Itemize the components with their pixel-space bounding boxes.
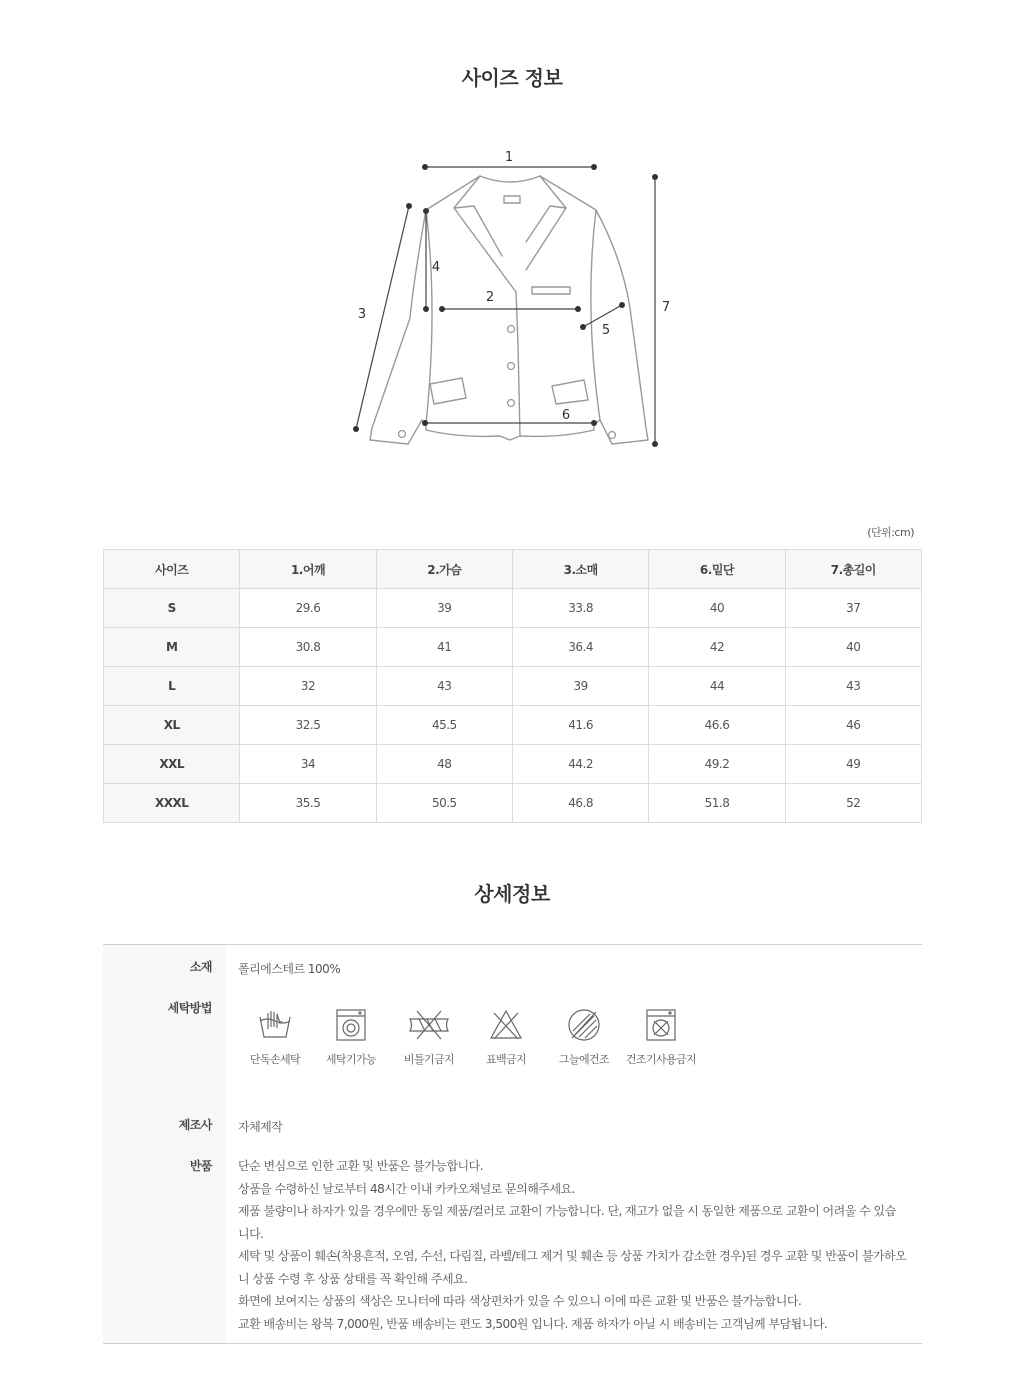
return-line: 니다.	[238, 1226, 264, 1241]
size-table-header-row	[104, 550, 922, 589]
measure-label-7: 7	[661, 300, 671, 315]
size-table	[103, 549, 922, 823]
table-row	[104, 667, 922, 706]
table-cell: 46.8	[512, 784, 648, 823]
table-row	[104, 706, 922, 745]
table-cell: 44	[649, 667, 785, 706]
measure-label-5: 5	[601, 323, 611, 338]
care-item-shade-dry	[545, 1005, 623, 1067]
jacket-outline	[370, 176, 648, 444]
return-line: 단순 변심으로 인한 교환 및 반품은 불가능합니다.	[238, 1159, 484, 1173]
return-line: 제품 불량이나 하자가 있을 경우에만 동일 제품/컬러로 교환이 가능합니다. 단, 재고가 없을 시 동일한 제품으로 교환이 어려울 수 있습	[238, 1204, 896, 1218]
measure-label-3: 3	[357, 307, 367, 322]
return-line: 니 상품 수령 후 상품 상태를 꼭 확인해 주세요.	[238, 1271, 468, 1286]
table-cell: 37	[785, 589, 921, 628]
care-item-no-tumble-dry	[622, 1005, 700, 1067]
return-line: 세탁 및 상품이 훼손(착용흔적, 오염, 수선, 다림질, 라벨/테그 제거 및 훼손 등 상품 가치가 감소한 경우)된 경우 교환 및 반품이 불가하오	[238, 1249, 907, 1263]
table-row	[104, 628, 922, 667]
header-shoulder: 1.어깨	[240, 550, 376, 589]
care-label-no-wringing: 비틀기금지	[403, 1053, 455, 1066]
size-cell: L	[104, 667, 240, 706]
table-cell: 46.6	[649, 706, 785, 745]
table-cell: 29.6	[240, 589, 376, 628]
table-cell: 52	[785, 784, 921, 823]
table-row	[104, 589, 922, 628]
measure-label-4: 4	[431, 260, 441, 275]
maker-value: 자체제작	[238, 1120, 283, 1134]
care-label-no-tumble-dry: 건조기사용금지	[625, 1053, 697, 1066]
material-label: 소재	[189, 960, 212, 974]
return-line: 상품을 수령하신 날로부터 48시간 이내 카카오채널로 문의해주세요.	[238, 1181, 575, 1196]
size-cell: XXXL	[104, 784, 240, 823]
size-cell: M	[104, 628, 240, 667]
no-tumble-dry-icon	[641, 1005, 681, 1045]
table-cell: 40	[649, 589, 785, 628]
table-cell: 43	[785, 667, 921, 706]
header-sleeve: 3.소매	[512, 550, 648, 589]
table-cell: 39	[512, 667, 648, 706]
table-cell: 48	[376, 745, 512, 784]
table-cell: 35.5	[240, 784, 376, 823]
table-cell: 50.5	[376, 784, 512, 823]
return-policy-text	[238, 1155, 908, 1335]
table-cell: 45.5	[376, 706, 512, 745]
table-cell: 40	[785, 628, 921, 667]
care-label-machine-wash: 세탁기가능	[325, 1053, 377, 1066]
table-row	[104, 784, 922, 823]
table-cell: 34	[240, 745, 376, 784]
measurement-points	[353, 164, 658, 447]
care-label-hand-wash: 단독손세탁	[249, 1053, 301, 1066]
header-hem: 6.밑단	[649, 550, 785, 589]
unit-note: (단위:cm)	[867, 526, 914, 539]
measurement-lines	[356, 167, 655, 444]
shade-dry-icon	[564, 1005, 604, 1045]
care-label: 세탁방법	[167, 1001, 212, 1015]
maker-label: 제조사	[178, 1118, 212, 1132]
size-info-title: 사이즈 정보	[461, 66, 563, 90]
table-row	[104, 745, 922, 784]
return-line: 교환 배송비는 왕복 7,000원, 반품 배송비는 편도 3,500원 입니다. 제품 하자가 아닐 시 배송비는 고객님께 부담됩니다.	[238, 1316, 828, 1331]
table-cell: 39	[376, 589, 512, 628]
detail-info-panel	[103, 944, 922, 1344]
table-cell: 44.2	[512, 745, 648, 784]
care-item-hand-wash	[236, 1005, 314, 1067]
table-cell: 49	[785, 745, 921, 784]
table-cell: 41.6	[512, 706, 648, 745]
hand-wash-icon	[255, 1005, 295, 1045]
table-cell: 43	[376, 667, 512, 706]
no-bleach-icon	[486, 1005, 526, 1045]
table-cell: 32	[240, 667, 376, 706]
care-item-no-wringing	[390, 1005, 468, 1067]
header-total-length: 7.총길이	[785, 550, 921, 589]
header-size: 사이즈	[104, 550, 240, 589]
care-item-no-bleach	[467, 1005, 545, 1067]
table-cell: 46	[785, 706, 921, 745]
measure-label-2: 2	[485, 290, 495, 305]
no-wringing-icon	[407, 1005, 451, 1045]
header-chest: 2.가슴	[376, 550, 512, 589]
measure-label-1: 1	[504, 150, 514, 165]
return-line: 화면에 보여지는 상품의 색상은 모니터에 따라 색상편차가 있을 수 있으니 이에 따른 교환 및 반품은 불가능합니다.	[238, 1294, 802, 1308]
table-cell: 51.8	[649, 784, 785, 823]
table-cell: 36.4	[512, 628, 648, 667]
table-cell: 32.5	[240, 706, 376, 745]
care-label-no-bleach: 표백금지	[485, 1053, 527, 1066]
size-cell: XL	[104, 706, 240, 745]
jacket-size-diagram	[340, 138, 680, 458]
table-cell: 30.8	[240, 628, 376, 667]
care-label-shade-dry: 그늘에건조	[558, 1053, 610, 1066]
machine-wash-icon	[331, 1005, 371, 1045]
measure-label-6: 6	[561, 408, 571, 423]
material-value: 폴리에스테르 100%	[238, 962, 341, 976]
table-cell: 49.2	[649, 745, 785, 784]
care-item-machine-wash	[312, 1005, 390, 1067]
size-cell: S	[104, 589, 240, 628]
table-cell: 33.8	[512, 589, 648, 628]
detail-info-title: 상세정보	[474, 882, 550, 906]
size-cell: XXL	[104, 745, 240, 784]
table-cell: 41	[376, 628, 512, 667]
table-cell: 42	[649, 628, 785, 667]
return-label: 반품	[189, 1159, 212, 1173]
